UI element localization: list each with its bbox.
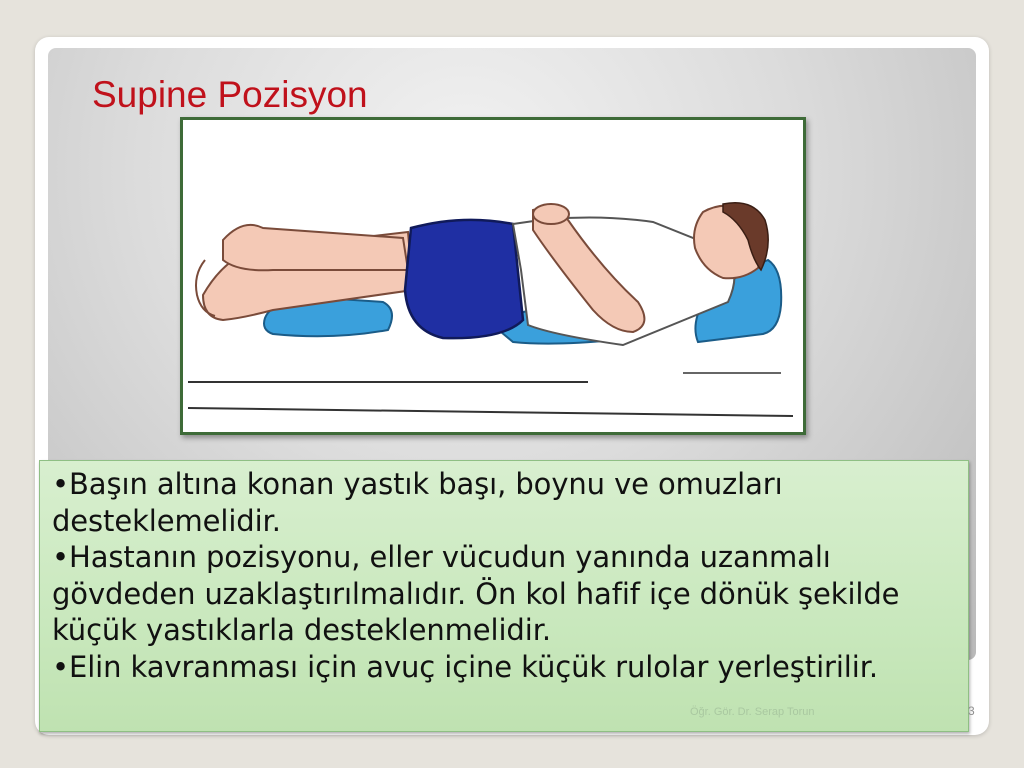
footer-author: Öğr. Gör. Dr. Serap Torun (690, 706, 815, 718)
bullet-item-1: •Başın altına konan yastık başı, boynu ve omuzları desteklemelidir. (52, 467, 783, 538)
bullet-text-box (39, 460, 969, 732)
bullet-item-3: •Elin kavranması için avuç içine küçük rulolar yerleştirilir. (52, 649, 878, 684)
patient-lying-supine-drawing (183, 120, 803, 432)
supine-position-illustration (180, 117, 806, 435)
slide-title: Supine Pozisyon (92, 74, 368, 115)
page-number: 3 (968, 704, 975, 718)
bullet-item-2: •Hastanın pozisyonu, eller vücudun yanında uzanmalı gövdeden uzaklaştırılmalıdır. Ön kol hafif içe dönük şekilde küçük yastıklarla desteklenmelidir. (52, 540, 900, 647)
